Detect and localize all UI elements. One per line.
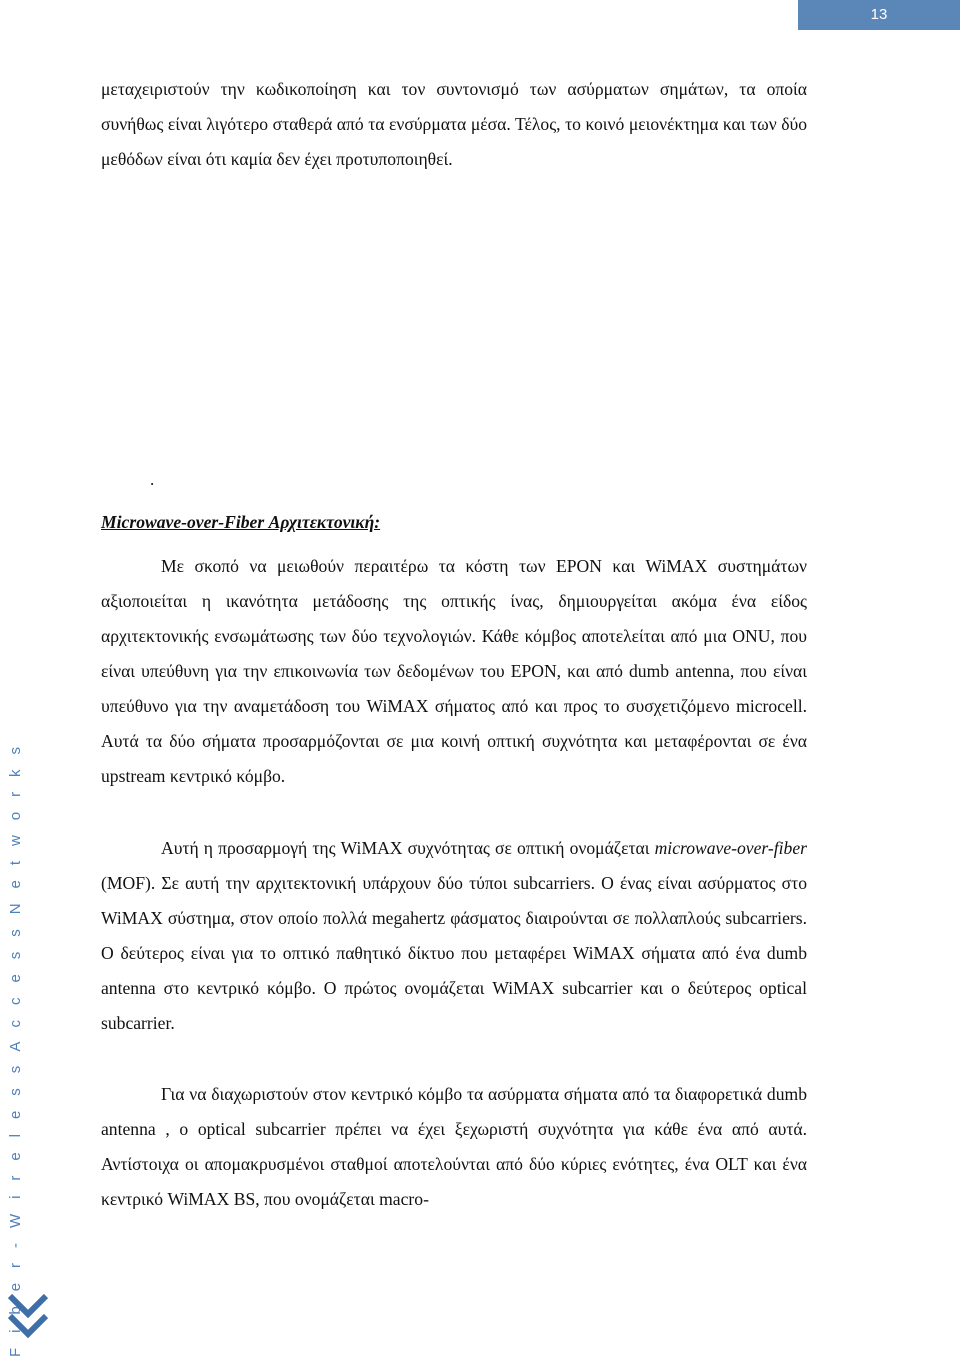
sidebar-running-title: F i b e r - W i r e l e s s A c c e s s N e t w o r k s [7, 741, 24, 1357]
paragraph-2 [101, 831, 807, 1041]
stray-mark: . [150, 470, 155, 489]
intro-paragraph: μεταχειριστούν την κωδικοποίηση και τον συντονισμό των ασύρματων σημάτων, τα οποία συνήθως είναι λιγότερο σταθερά από τα ενσύρματα μέσα. Τέλος, το κοινό μειονέκτημα και των δύο μεθόδων είναι ότι καμία δεν έχει προτυποποιηθεί. [101, 79, 807, 169]
section-heading: Microwave-over-Fiber Αρχιτεκτονική: [101, 512, 381, 532]
paragraph-2-lead: Αυτή η προσαρμογή της WiMAX συχνότητας σε οπτική ονομάζεται [161, 838, 655, 858]
double-chevron-down-icon [6, 1290, 50, 1342]
paragraph-2-term: microwave-over-fiber [654, 838, 807, 858]
paragraph-1: Με σκοπό να μειωθούν περαιτέρω τα κόστη των EPON και WiMAX συστημάτων αξιοποιείται η ικανότητα μετάδοσης της οπτικής ίνας, δημιουργείται ακόμα ένα είδος αρχιτεκτονικής ενσωμάτωσης των δύο τεχνολογιών. Κάθε κόμβος αποτελείται από μια ONU, που είναι υπεύθυνη για την επικοινωνία των δεδομένων του EPON, και από dumb antenna, που είναι υπεύθυνο για την αναμετάδοση του WiMAX σήματος από και προς το συσχετιζόμενο microcell. Αυτά τα δύο σήματα προσαρμόζονται σε μια κοινή οπτική συχνότητα και μεταφέρονται σε ένα upstream κεντρικό κόμβο. [101, 556, 807, 786]
page-number: 13 [798, 0, 960, 30]
paragraph-3: Για να διαχωριστούν στον κεντρικό κόμβο τα ασύρματα σήματα από τα διαφορετικά dumb antenna , ο optical subcarrier πρέπει να έχει ξεχωριστή συχνότητα για κάθε ένα από αυτά. Αντίστοιχα οι απομακρυσμένοι σταθμοί αποτελούνται από δύο κύριες ενότητες, ένα OLT και ένα κεντρικό WiMAX BS, που ονομάζεται macro- [101, 1084, 807, 1209]
paragraph-2-rest: (MOF). Σε αυτή την αρχιτεκτονική υπάρχουν δύο τύποι subcarriers. Ο ένας είναι ασύρματος στο WiMAX σύστημα, στον οποίο πολλά megahertz φάσματος διαιρούνται σε πολλαπλούς subcarriers. Ο δεύτερος είναι για το οπτικό παθητικό δίκτυο που μεταφέρει WiMAX σήματα από ένα dumb antenna στο κεντρικό κόμβο. Ο πρώτος ονομάζεται WiMAX subcarrier και ο δεύτερος optical subcarrier. [101, 873, 807, 1033]
